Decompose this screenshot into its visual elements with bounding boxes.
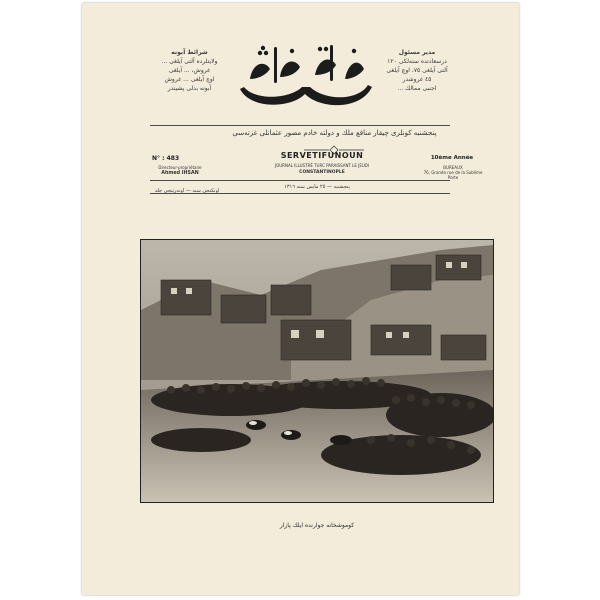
subscription-line-1: ولايتلرده آلتى آيلغى ... (161, 58, 218, 65)
village-market-photograph (140, 239, 494, 503)
issue-date: پنجشنبه — ٢٥ مايس سنه ١٣١٦ (284, 184, 350, 190)
masthead-rule (150, 125, 450, 126)
director-info (150, 165, 210, 176)
header-rule-top (150, 180, 450, 181)
bureaux-address: 76, Grande rue de la Sublime Porte (423, 170, 483, 180)
pricing-line-1: درسعادتده سنه‌لكى ١٢٠ (387, 58, 447, 65)
photo-caption: كوموشخانه جوارنده ايلك پازار (279, 522, 355, 529)
bureaux-label: BUREAUX (443, 165, 463, 170)
pricing-line-2: آلتى آيلغى ٧٥، اوچ آيلغى (386, 67, 448, 74)
subscription-line-3: اوچ آيلغى ... غروش (164, 76, 215, 83)
subscription-line-2: غروش، ... آيلغى (168, 67, 211, 74)
pricing-line-4: اجنبى ممالك ... (397, 85, 437, 92)
volume-line: اونكنجى سنه — اوندرتنجى جلد (154, 188, 220, 194)
pricing-block (377, 48, 457, 93)
year-volume: 10ème Année (430, 155, 474, 161)
calligraphic-masthead-logo (230, 39, 380, 119)
magazine-page (82, 3, 519, 595)
latin-subtitle: JOURNAL ILLUSTRÉ TURC PARAISSANT LE JEUDI (274, 163, 370, 168)
pricing-line-3: ٤٥ غروشدر (402, 76, 432, 83)
subscription-terms-block (152, 48, 227, 93)
issue-number: N° : 483 (152, 155, 180, 162)
city-name: CONSTANTINOPLE (299, 170, 345, 175)
latin-title: SERVETIFUNOUN (280, 151, 364, 160)
subscription-heading: شرائط آبونه (171, 49, 208, 56)
pricing-heading: مدير مسئول (398, 49, 436, 56)
director-label: Directeur-propriétaire (158, 165, 202, 170)
header-rule-bottom (150, 193, 450, 194)
masthead-subtitle: پنجشنبه كونلرى چيقار منافع ملك و دولته خادم مصور عثمانلى غزته‌سى (232, 129, 437, 137)
director-name: Ahmed IHSAN (161, 171, 199, 176)
bureaux-info (422, 165, 484, 180)
subscription-line-4: آبونه بدلى پشيندر (167, 85, 212, 92)
